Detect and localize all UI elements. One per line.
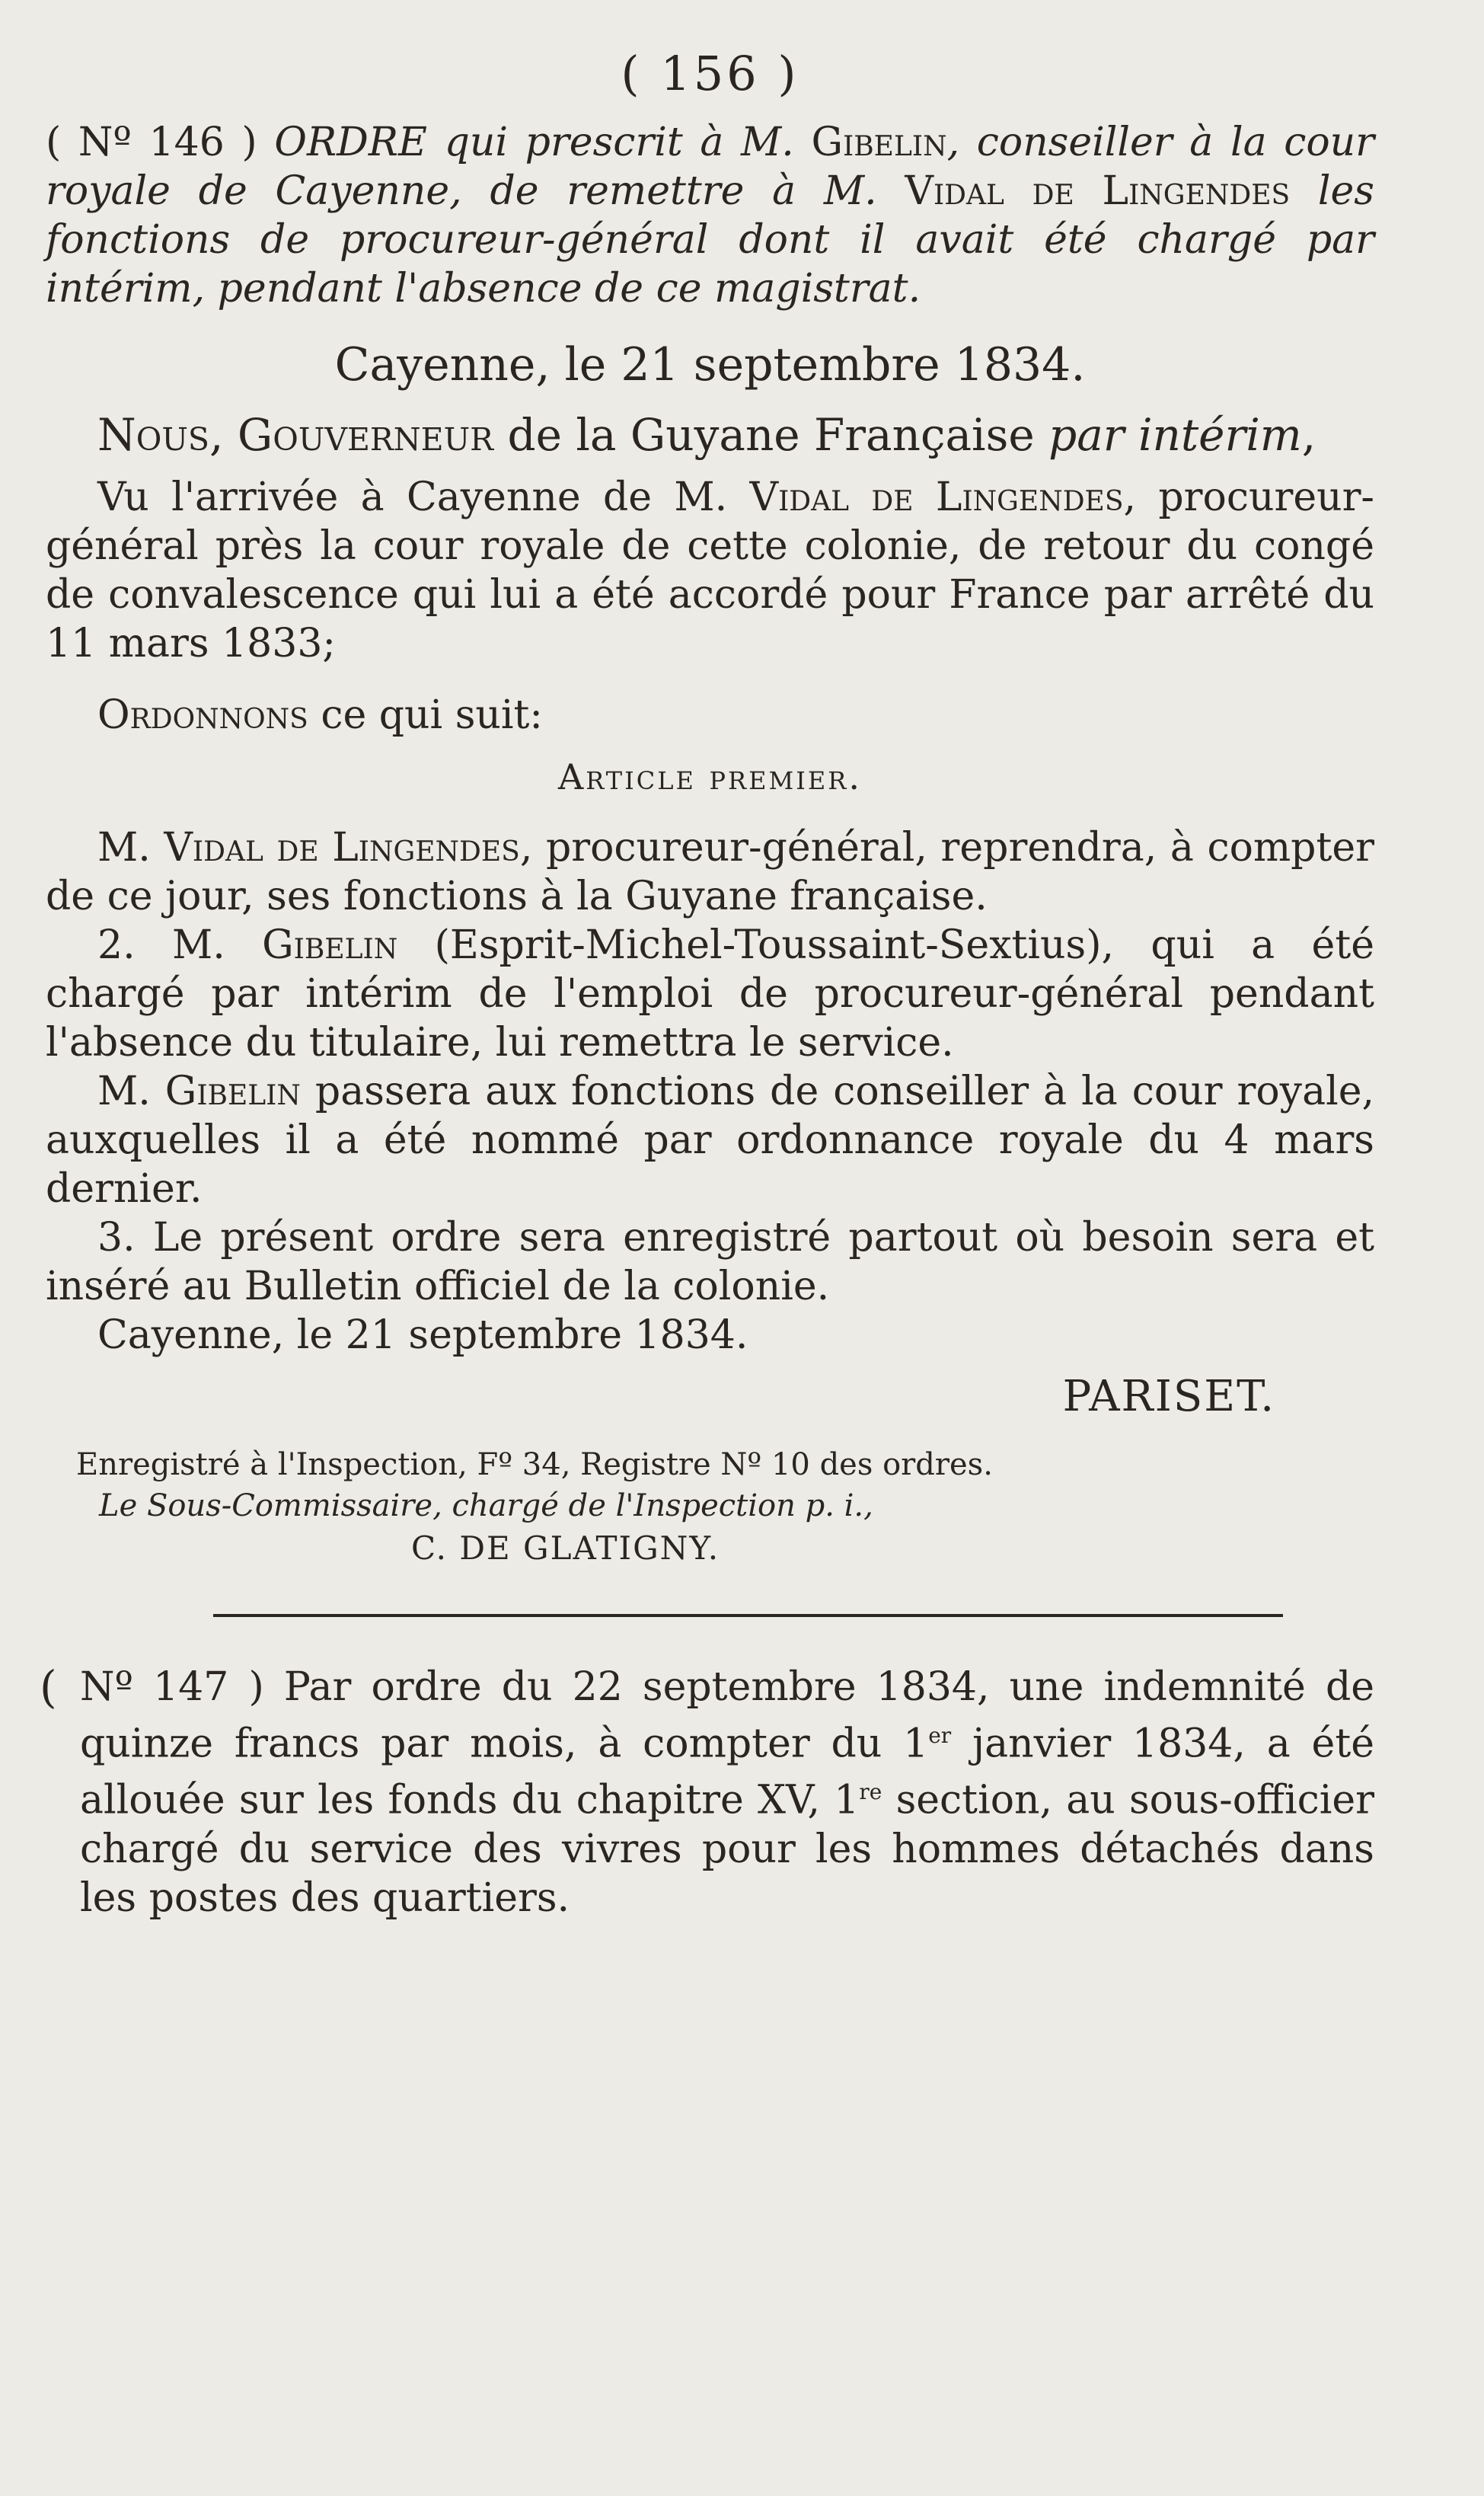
signature-pariset: PARISET. [1062, 1372, 1275, 1421]
registration-note: Enregistré à l'Inspection, Fº 34, Registre Nº 10 des ordres. [76, 1447, 993, 1482]
closing-date: Cayenne, le 21 septembre 1834. [97, 1312, 748, 1358]
ordonnons-label: Ordonnons [97, 692, 308, 738]
order-146-number: ( Nº 146 ) [46, 120, 257, 165]
order-147-sup-1: er [928, 1723, 952, 1748]
order-146-heading [46, 118, 1374, 313]
art2b-name: Gibelin [164, 1069, 301, 1114]
document-page [40, 46, 1375, 1922]
article-premier-title: Article premier. [558, 756, 862, 797]
nous-italic: par intérim [1048, 409, 1302, 461]
signature-glatigny: C. DE GLATIGNY. [411, 1529, 720, 1567]
art1-name: Vidal de Lingendes [164, 825, 520, 871]
art2b-pre: M. [97, 1069, 165, 1114]
order-146-ordonnons [46, 691, 1374, 740]
vu-name: Vidal de Lingendes [749, 475, 1124, 520]
order-147-text-3: section, au sous-officier chargé du service des vivres pour les hommes détachés dans les postes des quartiers. [80, 1777, 1374, 1921]
article-1-paragraph [46, 823, 1374, 921]
order-147-paragraph [40, 1661, 1374, 1922]
order-146-heading-part-3: les fonctions de procureur-général dont il avait été chargé par intérim, pendant l'absence de ce magistrat. [46, 168, 1374, 312]
nous-end: , [1301, 409, 1316, 461]
order-146-heading-name-2: Vidal de Lingendes [905, 168, 1291, 214]
order-147-text-1: Par ordre du 22 septembre 1834, une indemnité de quinze francs par mois, à compter du 1 [80, 1664, 1374, 1767]
vu-part-1: Vu l'arrivée à Cayenne de M. [97, 475, 750, 520]
art2b-text: passera aux fonctions de conseiller à la cour royale, auxquelles il a été nommé par ordonnance royale du 4 mars dernier. [46, 1069, 1374, 1212]
nous-label: Nous, Gouverneur [97, 409, 494, 461]
ordonnons-text: ce qui suit: [308, 692, 543, 738]
art2-pre: 2. M. [97, 922, 263, 968]
nous-text: de la Guyane Française [493, 409, 1049, 461]
art1-text: , procureur-général, reprendra, à compter de ce jour, ses fonctions à la Guyane française. [46, 825, 1375, 919]
order-146-vu-paragraph [46, 473, 1374, 668]
section-divider [213, 1614, 1283, 1617]
order-146-heading-part-2: , conseiller à la cour royale de Cayenne, de remettre à M. [46, 120, 1375, 214]
order-146-heading-name-1: Gibelin [811, 120, 947, 165]
order-147-text-2: janvier 1834, a été allouée sur les fonds du chapitre XV, 1 [80, 1721, 1374, 1823]
order-147-sup-2: re [859, 1779, 882, 1805]
order-147-number: Nº 147 ) [80, 1664, 264, 1710]
article-3-paragraph: 3. Le présent ordre sera enregistré partout où besoin sera et inséré au Bulletin officiel de la colonie. [46, 1215, 1374, 1309]
order-147-open-paren: ( [40, 1661, 57, 1713]
vu-part-2: , procureur-général près la cour royale de cette colonie, de retour du congé de convalescence qui lui a été accordé pour France par arrêté du 11 mars 1833; [46, 475, 1375, 666]
order-146-heading-part-1: ORDRE qui prescrit à M. [274, 120, 812, 165]
article-2b-paragraph [46, 1067, 1374, 1213]
order-146-nous [46, 409, 1374, 461]
art2-text: (Esprit-Michel-Toussaint-Sextius), qui a été chargé par intérim de l'emploi de procureur-général pendant l'absence du titulaire, lui remettra le service. [46, 922, 1374, 1066]
order-146-dateline: Cayenne, le 21 septembre 1834. [334, 338, 1086, 391]
art2-name: Gibelin [262, 922, 398, 968]
art1-pre: M. [97, 825, 164, 871]
page-number: ( 156 ) [621, 46, 799, 101]
article-2-paragraph [46, 921, 1374, 1067]
sous-commissaire-note: Le Sous-Commissaire, chargé de l'Inspection p. i., [99, 1488, 873, 1523]
